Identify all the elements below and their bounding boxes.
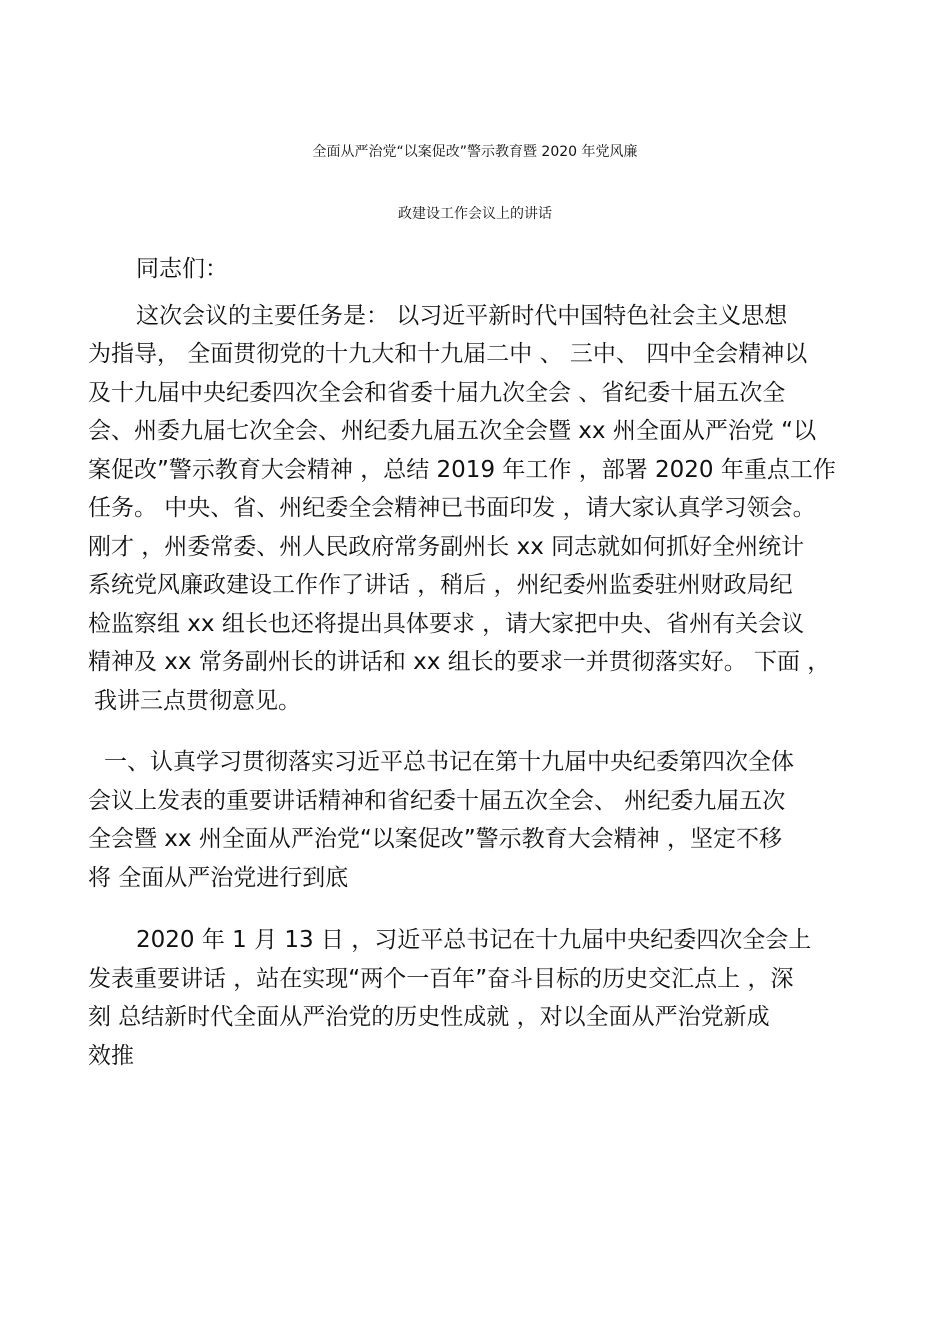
paragraph-line: 及十九届中央纪委四次全会和省委十届九次全会 、省纪委十届五次全 <box>88 380 786 406</box>
section-heading-line: 会议上发表的重要讲话精神和省纪委十届五次全会、 州纪委九届五次 <box>88 788 786 814</box>
paragraph-line: 发表重要讲话 ，站在实现“两个一百年”奋斗目标的历史交汇点上 ，深 <box>88 966 794 992</box>
paragraph-line: 系统党风廉政建设工作作了讲话 ，稍后 ，州纪委州监委驻州财政局纪 <box>88 572 793 598</box>
paragraph-line: 效推 <box>88 1043 134 1069</box>
salutation: 同志们： <box>136 256 228 282</box>
paragraph-line: 精神及 xx 常务副州长的讲话和 xx 组长的要求一并贯彻落实好。 下面 ， <box>88 649 831 675</box>
paragraph-line: 我讲三点贯彻意见。 <box>94 688 301 714</box>
section-heading-line: 全会暨 xx 州全面从严治党“以案促改”警示教育大会精神 ，坚定不移 <box>88 826 782 852</box>
paragraph-line: 刻 总结新时代全面从严治党的历史性成就 ，对以全面从严治党新成 <box>88 1004 770 1030</box>
paragraph-line: 2020 年 1 月 13 日 ，习近平总书记在十九届中央纪委四次全会上 <box>136 927 812 953</box>
paragraph-line: 会、州委九届七次全会、州纪委九届五次全会暨 xx 州全面从严治党 “以 <box>88 418 817 444</box>
paragraph-line: 任务。 中央、省、州纪委全会精神已书面印发 ，请大家认真学习领会。 <box>88 495 816 521</box>
paragraph-line: 刚才 ，州委常委、州人民政府常务副州长 xx 同志就如何抓好全州统计 <box>88 534 805 560</box>
paragraph-line: 这次会议的主要任务是： 以习近平新时代中国特色社会主义思想 <box>136 303 788 329</box>
paragraph-line: 检监察组 xx 组长也还将提出具体要求 ，请大家把中央、省州有关会议 <box>88 611 805 637</box>
section-heading-line: 一、认真学习贯彻落实习近平总书记在第十九届中央纪委第四次全体 <box>104 749 794 775</box>
document-title-line-1: 全面从严治党“以案促改”警示教育暨 2020 年党风廉 <box>312 144 638 160</box>
paragraph-line: 为指导， 全面贯彻党的十九大和十九届二中 、 三中、 四中全会精神以 <box>88 341 808 367</box>
section-heading-line: 将 全面从严治党进行到底 <box>88 865 349 891</box>
document-title-line-2: 政建设工作会议上的讲话 <box>398 206 552 222</box>
paragraph-line: 案促改”警示教育大会精神 ，总结 2019 年工作 ，部署 2020 年重点工作 <box>88 457 836 483</box>
